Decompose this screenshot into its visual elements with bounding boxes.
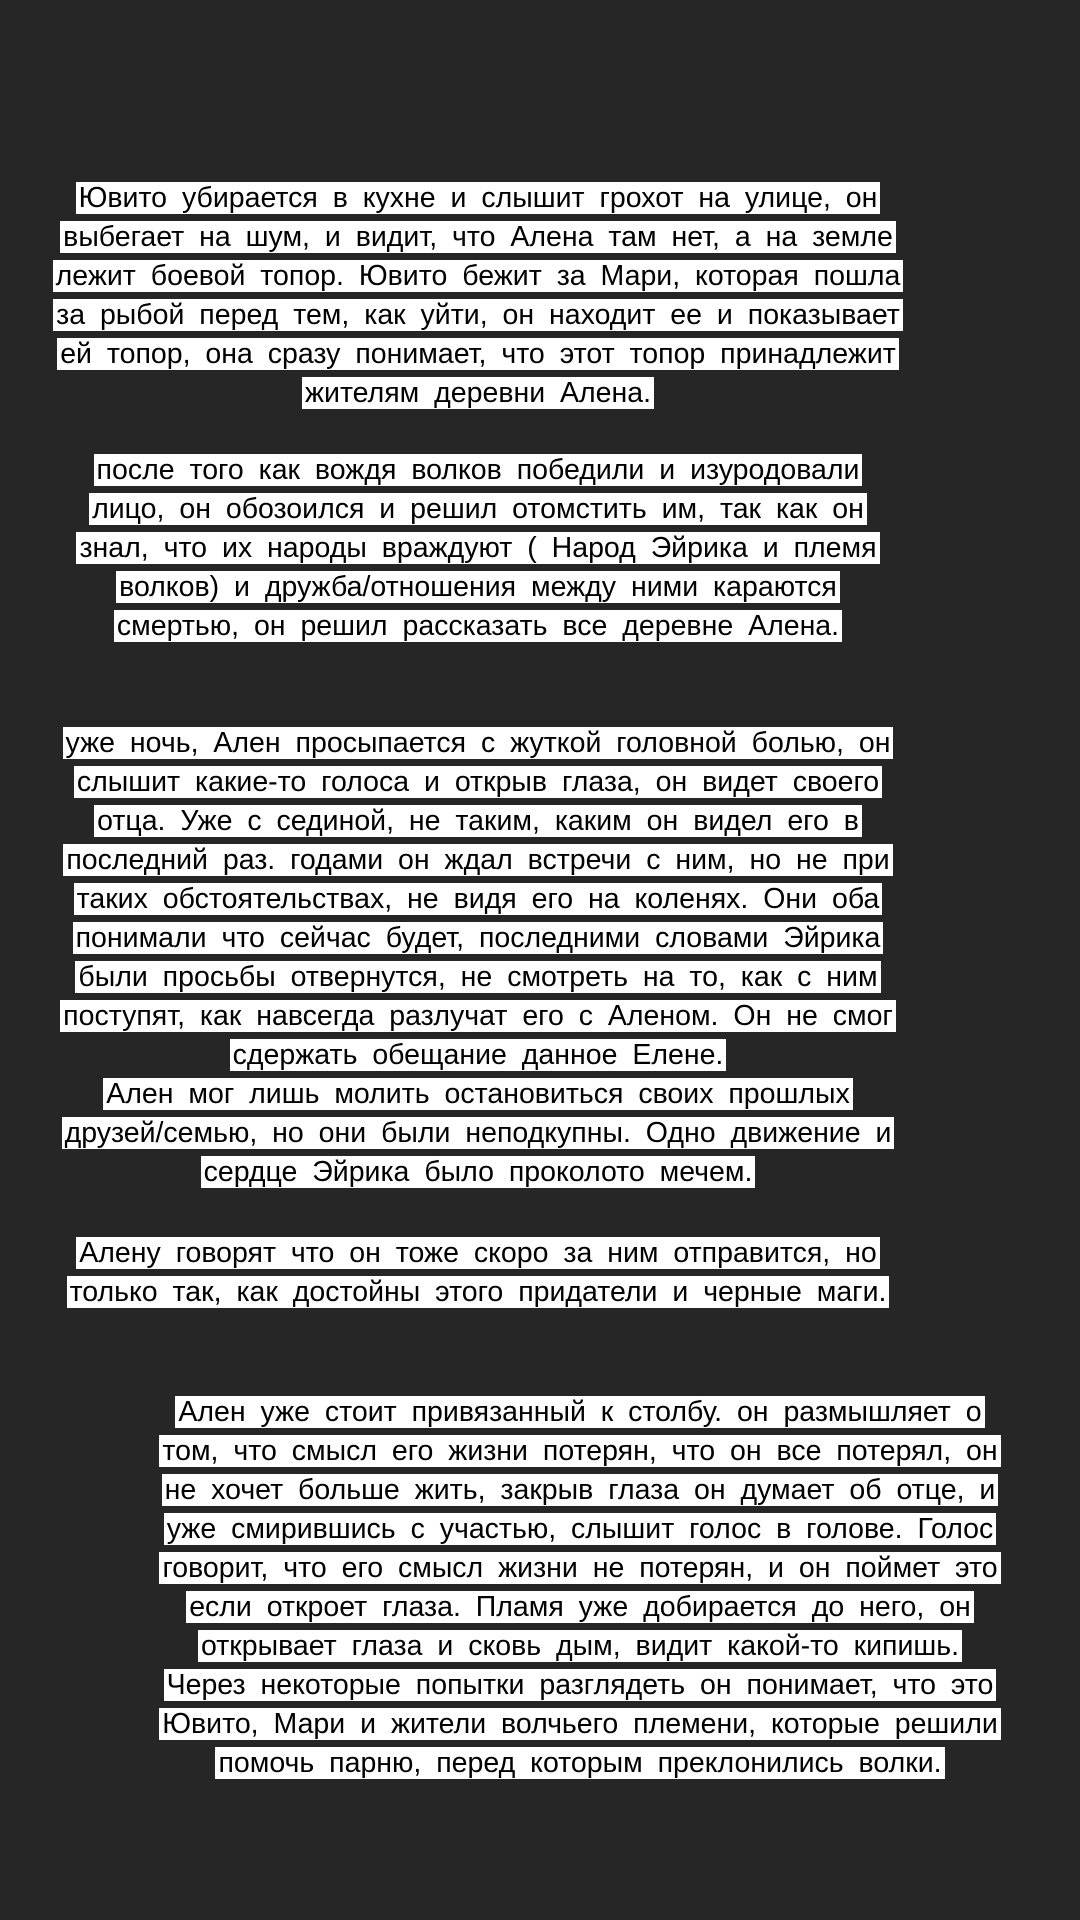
text-line: открывает глаза и сковь дым, видит какой-то кипишь. [198, 1630, 962, 1662]
text-line: Алену говорят что он тоже скоро за ним отправится, но [76, 1237, 879, 1269]
text-line: Через некоторые попытки разглядеть он понимает, что это [164, 1669, 997, 1701]
text-line: лежит боевой топор. Ювито бежит за Мари, которая пошла [53, 260, 904, 292]
text-line: после того как вождя волков победили и изуродовали [94, 454, 863, 486]
text-line: поступят, как навсегда разлучат его с Аленом. Он не смог [60, 1000, 896, 1032]
text-line: выбегает на шум, и видит, что Алена там нет, а на земле [60, 221, 896, 253]
story-paragraph-2 [30, 451, 926, 646]
text-line: отца. Уже с сединой, не таким, каким он видел его в [94, 805, 862, 837]
text-line: таких обстоятельствах, не видя его на коленях. Они оба [74, 883, 883, 915]
story-paragraph-4 [30, 1234, 926, 1312]
text-line: том, что смысл его жизни потерян, что он все потерял, он [159, 1435, 1000, 1467]
text-line: Ювито убирается в кухне и слышит грохот на улице, он [76, 182, 881, 214]
text-line: знал, что их народы враждуют ( Народ Эйрика и племя [76, 532, 879, 564]
text-line: последний раз. годами он ждал встречи с ним, но не при [63, 844, 892, 876]
text-line: слышит какие-то голоса и открыв глаза, он видет своего [74, 766, 882, 798]
story-paragraph-5 [110, 1393, 1050, 1783]
text-line: друзей/семью, но они были неподкупны. Одно движение и [62, 1117, 895, 1149]
text-line: Ален мог лишь молить остановиться своих прошлых [103, 1078, 852, 1110]
text-line: лицо, он обозоился и решил отомстить им, так как он [89, 493, 867, 525]
text-line: помочь парню, перед которым преклонились волки. [215, 1747, 944, 1779]
story-paragraph-3 [30, 724, 926, 1192]
story-paragraph-1 [30, 179, 926, 413]
text-line: сердце Эйрика было проколото мечем. [201, 1156, 756, 1188]
text-line: волков) и дружба/отношения между ними караются [116, 571, 840, 603]
text-line: Ювито, Мари и жители волчьего племени, которые решили [159, 1708, 1001, 1740]
text-line: уже смирившись с участью, слышит голос в голове. Голос [164, 1513, 997, 1545]
text-line: уже ночь, Ален просыпается с жуткой головной болью, он [63, 727, 894, 759]
text-line: если откроет глаза. Пламя уже добирается до него, он [186, 1591, 974, 1623]
text-line: ей топор, она сразу понимает, что этот топор принадлежит [57, 338, 899, 370]
text-line: Ален уже стоит привязанный к столбу. он размышляет о [175, 1396, 984, 1428]
text-line: не хочет больше жить, закрыв глаза он думает об отце, и [162, 1474, 999, 1506]
text-line: были просьбы отвернутся, не смотреть на то, как с ним [75, 961, 880, 993]
text-line: смертью, он решил рассказать все деревне Алена. [114, 610, 842, 642]
text-line: понимали что сейчас будет, последними словами Эйрика [73, 922, 884, 954]
text-line: сдержать обещание данное Елене. [230, 1039, 727, 1071]
text-line: говорит, что его смысл жизни не потерян, и он поймет это [159, 1552, 1000, 1584]
text-line: за рыбой перед тем, как уйти, он находит ее и показывает [53, 299, 903, 331]
text-line: жителям деревни Алена. [302, 377, 654, 409]
text-line: только так, как достойны этого придатели и черные маги. [67, 1276, 890, 1308]
